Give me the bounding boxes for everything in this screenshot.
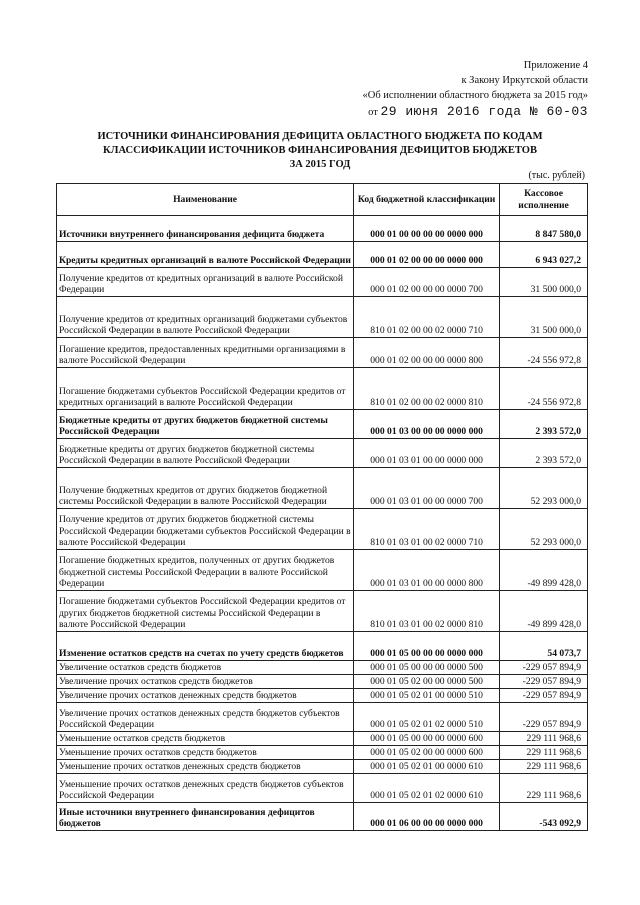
row-name-cell: Получение бюджетных кредитов от других бюджетов бюджетной системы Российской Федерации в валюте Российской Федерации xyxy=(57,468,354,509)
row-name-cell: Погашение бюджетами субъектов Российской Федерации кредитов от кредитных организаций в валюте Российской Федерации xyxy=(57,368,354,410)
row-code-cell: 000 01 02 00 00 00 0000 700 xyxy=(354,268,500,297)
title-line-1: ИСТОЧНИКИ ФИНАНСИРОВАНИЯ ДЕФИЦИТА ОБЛАСТНОГО БЮДЖЕТА ПО КОДАМ xyxy=(97,131,543,142)
row-name-cell: Получение кредитов от других бюджетов бюджетной системы Российской Федерации бюджетами субъектов Российской Федерации в валюте Российской Федерации xyxy=(57,509,354,550)
row-code-cell: 000 01 05 02 01 02 0000 610 xyxy=(354,774,500,803)
row-name-cell: Уменьшение прочих остатков средств бюджетов xyxy=(57,746,354,760)
row-name-cell: Увеличение прочих остатков денежных средств бюджетов xyxy=(57,689,354,703)
table-row xyxy=(57,675,588,689)
table-row xyxy=(57,410,588,439)
row-value-cell: 52 293 000,0 xyxy=(500,509,588,550)
row-value-cell: 8 847 580,0 xyxy=(500,216,588,242)
row-code-cell: 000 01 05 02 00 00 0000 600 xyxy=(354,746,500,760)
table-row xyxy=(57,732,588,746)
document-title xyxy=(60,130,580,172)
row-value-cell: 229 111 968,6 xyxy=(500,732,588,746)
table-body xyxy=(57,216,588,831)
row-code-cell: 000 01 06 00 00 00 0000 000 xyxy=(354,803,500,831)
table-row xyxy=(57,760,588,774)
row-name-cell: Уменьшение остатков средств бюджетов xyxy=(57,732,354,746)
row-code-cell: 000 01 05 00 00 00 0000 600 xyxy=(354,732,500,746)
row-code-cell: 000 01 02 00 00 00 0000 000 xyxy=(354,242,500,268)
row-value-cell: 6 943 027,2 xyxy=(500,242,588,268)
row-value-cell: -24 556 972,8 xyxy=(500,338,588,368)
row-name-cell: Бюджетные кредиты от других бюджетов бюджетной системы Российской Федерации в валюте Российской Федерации xyxy=(57,439,354,468)
table-row xyxy=(57,509,588,550)
table-row xyxy=(57,338,588,368)
row-value-cell: -49 899 428,0 xyxy=(500,550,588,591)
appendix-date-line xyxy=(288,104,588,120)
table-row xyxy=(57,242,588,268)
row-value-cell: 31 500 000,0 xyxy=(500,297,588,338)
row-name-cell: Погашение бюджетных кредитов, полученных от других бюджетов бюджетной системы Российской Федерации в валюте Российской Федерации xyxy=(57,550,354,591)
appendix-block xyxy=(288,58,588,120)
table-row xyxy=(57,746,588,760)
row-code-cell: 810 01 03 01 00 02 0000 710 xyxy=(354,509,500,550)
row-name-cell: Кредиты кредитных организаций в валюте Российской Федерации xyxy=(57,242,354,268)
row-name-cell: Увеличение остатков средств бюджетов xyxy=(57,661,354,675)
row-code-cell: 000 01 05 02 00 00 0000 500 xyxy=(354,675,500,689)
row-name-cell: Уменьшение прочих остатков денежных средств бюджетов xyxy=(57,760,354,774)
row-value-cell: -229 057 894,9 xyxy=(500,689,588,703)
row-value-cell: -229 057 894,9 xyxy=(500,703,588,732)
row-name-cell: Уменьшение прочих остатков денежных средств бюджетов субъектов Российской Федерации xyxy=(57,774,354,803)
row-value-cell: -49 899 428,0 xyxy=(500,591,588,632)
row-code-cell: 000 01 00 00 00 00 0000 000 xyxy=(354,216,500,242)
row-code-cell: 000 01 03 01 00 00 0000 700 xyxy=(354,468,500,509)
row-value-cell: 2 393 572,0 xyxy=(500,410,588,439)
table-header-row xyxy=(57,184,588,216)
row-name-cell: Иные источники внутреннего финансирования дефицитов бюджетов xyxy=(57,803,354,831)
title-line-2: КЛАССИФИКАЦИИ ИСТОЧНИКОВ ФИНАНСИРОВАНИЯ ДЕФИЦИТОВ БЮДЖЕТОВ xyxy=(103,145,537,156)
table-row xyxy=(57,216,588,242)
sources-table xyxy=(56,183,588,831)
row-name-cell: Получение кредитов от кредитных организаций в валюте Российской Федерации xyxy=(57,268,354,297)
table-row xyxy=(57,591,588,632)
row-value-cell: 229 111 968,6 xyxy=(500,760,588,774)
table-row xyxy=(57,468,588,509)
row-value-cell: -229 057 894,9 xyxy=(500,675,588,689)
row-value-cell: 2 393 572,0 xyxy=(500,439,588,468)
row-value-cell: -543 092,9 xyxy=(500,803,588,831)
row-name-cell: Погашение кредитов, предоставленных кредитными организациями в валюте Российской Федерации xyxy=(57,338,354,368)
title-line-3: ЗА 2015 ГОД xyxy=(289,159,351,170)
table-row xyxy=(57,632,588,661)
row-value-cell: 229 111 968,6 xyxy=(500,746,588,760)
units-label: (тыс. рублей) xyxy=(528,170,585,181)
appendix-line-3: «Об исполнении областного бюджета за 2015 год» xyxy=(362,90,588,101)
table-row xyxy=(57,268,588,297)
row-code-cell: 000 01 03 00 00 00 0000 000 xyxy=(354,410,500,439)
table-row xyxy=(57,550,588,591)
table-row xyxy=(57,661,588,675)
row-name-cell: Бюджетные кредиты от других бюджетов бюджетной системы Российской Федерации xyxy=(57,410,354,439)
appendix-line-2: к Закону Иркутской области xyxy=(461,75,588,86)
header-value: Кассовое исполнение xyxy=(500,184,588,216)
row-name-cell: Увеличение прочих остатков денежных средств бюджетов субъектов Российской Федерации xyxy=(57,703,354,732)
appendix-handwritten-date: 29 июня 2016 года № 60-03 xyxy=(380,104,588,119)
row-code-cell: 000 01 05 00 00 00 0000 000 xyxy=(354,632,500,661)
appendix-line-1: Приложение 4 xyxy=(523,60,588,71)
row-code-cell: 000 01 05 00 00 00 0000 500 xyxy=(354,661,500,675)
row-code-cell: 000 01 05 02 01 00 0000 610 xyxy=(354,760,500,774)
table-row xyxy=(57,689,588,703)
row-code-cell: 000 01 05 02 01 00 0000 510 xyxy=(354,689,500,703)
row-value-cell: 54 073,7 xyxy=(500,632,588,661)
table-row xyxy=(57,297,588,338)
row-value-cell: 31 500 000,0 xyxy=(500,268,588,297)
row-code-cell: 810 01 03 01 00 02 0000 810 xyxy=(354,591,500,632)
row-name-cell: Погашение бюджетами субъектов Российской Федерации кредитов от других бюджетов бюджетной системы Российской Федерации в валюте Российской Федерации xyxy=(57,591,354,632)
row-code-cell: 000 01 03 01 00 00 0000 800 xyxy=(354,550,500,591)
row-name-cell: Изменение остатков средств на счетах по учету средств бюджетов xyxy=(57,632,354,661)
table-row xyxy=(57,703,588,732)
row-name-cell: Получение кредитов от кредитных организаций бюджетами субъектов Российской Федерации в валюте Российской Федерации xyxy=(57,297,354,338)
header-name: Наименование xyxy=(57,184,354,216)
row-name-cell: Источники внутреннего финансирования дефицита бюджета xyxy=(57,216,354,242)
row-value-cell: -229 057 894,9 xyxy=(500,661,588,675)
row-value-cell: -24 556 972,8 xyxy=(500,368,588,410)
table-row xyxy=(57,439,588,468)
header-code: Код бюджетной классификации xyxy=(354,184,500,216)
row-code-cell: 810 01 02 00 00 02 0000 710 xyxy=(354,297,500,338)
table-row xyxy=(57,803,588,831)
row-value-cell: 229 111 968,6 xyxy=(500,774,588,803)
row-name-cell: Увеличение прочих остатков средств бюджетов xyxy=(57,675,354,689)
row-code-cell: 000 01 03 01 00 00 0000 000 xyxy=(354,439,500,468)
row-code-cell: 810 01 02 00 00 02 0000 810 xyxy=(354,368,500,410)
row-code-cell: 000 01 05 02 01 02 0000 510 xyxy=(354,703,500,732)
table-row xyxy=(57,774,588,803)
row-value-cell: 52 293 000,0 xyxy=(500,468,588,509)
row-code-cell: 000 01 02 00 00 00 0000 800 xyxy=(354,338,500,368)
appendix-date-prefix: от xyxy=(368,107,378,118)
table-row xyxy=(57,368,588,410)
